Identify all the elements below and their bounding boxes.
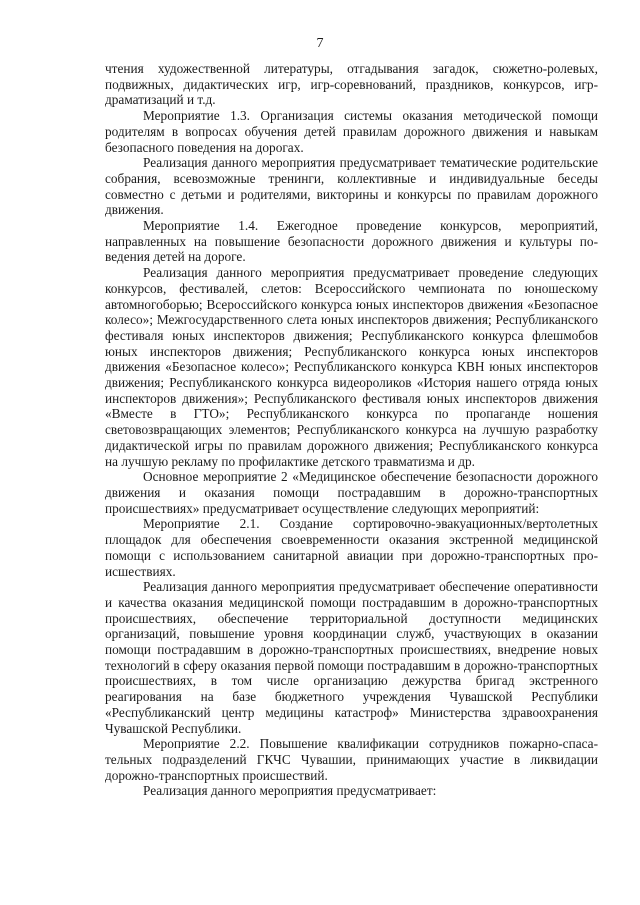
paragraph-measure-1-3-implementation: Реализация данного мероприятия предусматривает тематические родительские собрания, всевозможные тренинги, коллективные и индивидуальные беседы совместно с детьми и родителями, викторины и конкурсы по правилам дорожного движения. — [105, 155, 598, 218]
paragraph-main-measure-2: Основное мероприятие 2 «Медицинское обеспечение безопасности дорожного движения и оказания помощи пострадавшим в дорожно-транспортных происшествиях» предусматривает осуществление следующих мероприятий: — [105, 469, 598, 516]
paragraph-measure-2-1: Мероприятие 2.1. Создание сортировочно-эвакуационных/вертолетных площадок для обеспечения своевременности оказания экстренной медицинской помощи с использованием санитарной авиации при дорожно-транспортных происшествиях. — [105, 516, 598, 579]
paragraph-continuation: чтения художественной литературы, отгадывания загадок, сюжетно-ролевых, подвижных, дидактических игр, игр-соревнований, праздников, конкурсов, игр-драматизаций и т.д. — [105, 61, 598, 108]
paragraph-measure-2-2: Мероприятие 2.2. Повышение квалификации сотрудников пожарно-спасательных подразделений ГКЧС Чувашии, принимающих участие в ликвидации дорожно-транспортных происшествий. — [105, 736, 598, 783]
document-body — [105, 61, 598, 799]
paragraph-measure-2-1-implementation: Реализация данного мероприятия предусматривает обеспечение оперативности и качества оказания медицинской помощи пострадавшим в дорожно-транспортных происшествиях, обеспечение территориальной доступности медицинских организаций, повышение уровня координации служб, участвующих в оказании помощи пострадавшим в дорожно-транспортных происшествиях, внедрение новых технологий в сферу оказания первой помощи пострадавшим в дорожно-транспортных происшествиях, в том числе организацию дежурства бригад экстренного реагирования на базе бюджетного учреждения Чувашской Республики «Республиканский центр медицины катастроф» Министерства здравоохранения Чувашской Республики. — [105, 579, 598, 736]
paragraph-measure-1-4-implementation: Реализация данного мероприятия предусматривает проведение следующих конкурсов, фестивалей, слетов: Всероссийского чемпионата по юношескому автомногоборью; Всероссийского конкурса юных инспекторов движения «Безопасное колесо»; Межгосударственного слета юных инспекторов движения; Республиканского фестиваля юных инспекторов движения; Республиканского конкурса флешмобов юных инспекторов движения; Республиканского конкурса юных инспекторов движения «Безопасное колесо»; Республиканского конкурса КВН юных инспекторов движения; Республиканского конкурса видеороликов «История нашего отряда юных инспекторов движения»; Республиканского фестиваля юных инспекторов движения «Вместе в ГТО»; Республиканского конкурса по пропаганде ношения световозвращающих элементов; Республиканского конкурса на лучшую разработку дидактической игры по правилам дорожного движения; Республиканского конкурса на лучшую рекламу по профилактике детского травматизма и др. — [105, 265, 598, 469]
paragraph-measure-1-3: Мероприятие 1.3. Организация системы оказания методической помощи родителям в вопросах обучения детей правилам дорожного движения и навыкам безопасного поведения на дорогах. — [105, 108, 598, 155]
paragraph-measure-1-4: Мероприятие 1.4. Ежегодное проведение конкурсов, мероприятий, направленных на повышение безопасности дорожного движения и культуры поведения детей на дороге. — [105, 218, 598, 265]
page-number: 7 — [316, 36, 324, 51]
paragraph-measure-2-2-implementation: Реализация данного мероприятия предусматривает: — [143, 783, 437, 799]
